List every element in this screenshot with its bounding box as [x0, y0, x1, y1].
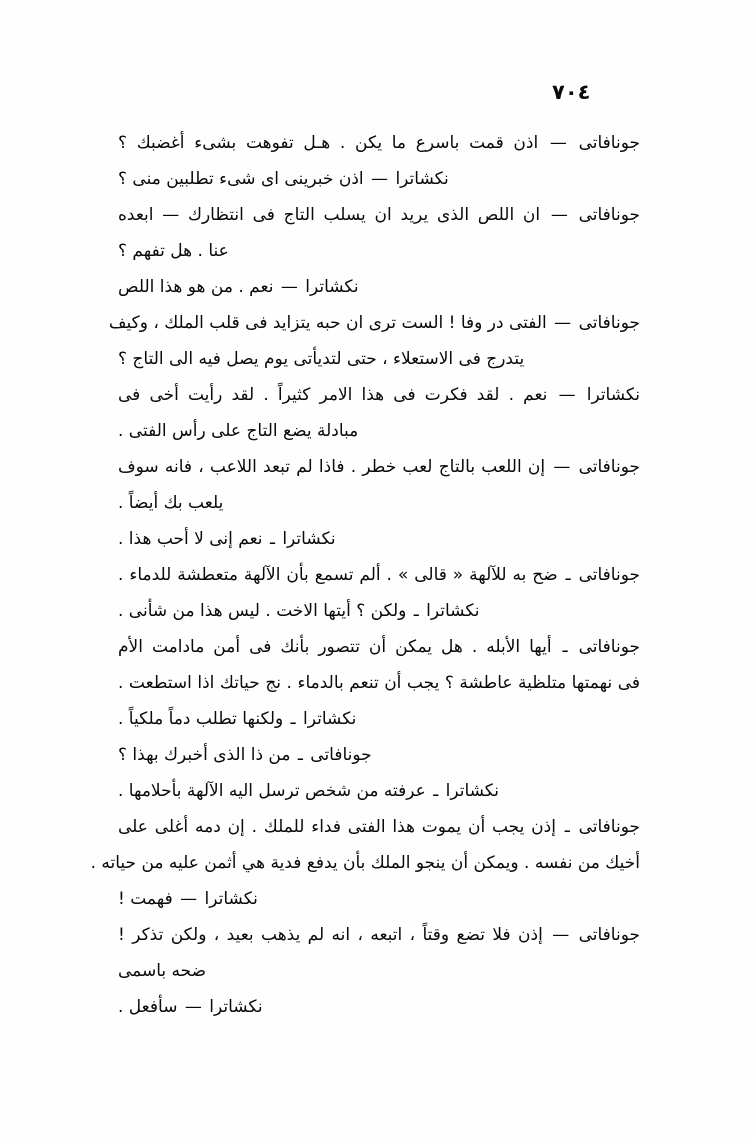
speaker-name: جونافاتى	[578, 925, 640, 945]
line-text: أخيك من نفسه . ويمكن أن ينجو الملك بأن يدفع فدية هي أثمن عليه من حياته .	[90, 853, 640, 873]
text-line	[118, 593, 640, 629]
line-text: فى نهمتها متلظية عاطشة ؟ يجب أن تنعم بالدماء . نج حياتك اذا استطعت .	[118, 673, 640, 693]
line-text: نعم إنى لا أحب هذا .	[118, 529, 263, 549]
dialogue-dash: —	[554, 313, 572, 333]
dialogue-dash: —	[550, 205, 568, 225]
text-line	[118, 737, 640, 773]
text-line	[118, 917, 640, 953]
line-text: إذن يجب أن يموت هذا الفتى فداء للملك . إن دمه أغلى على	[118, 817, 556, 837]
line-text: إذن فلا تضع وقتاً ، اتبعه ، انه لم يذهب بعيد ، ولكن تذكر !	[118, 925, 543, 945]
dialogue-dash: —	[549, 133, 567, 153]
speaker-name: جونافاتى	[578, 565, 641, 585]
line-text: اذن خبرينى اى شىء تطلبين منى ؟	[118, 169, 364, 189]
text-line	[118, 701, 640, 737]
text-line	[118, 557, 640, 593]
line-text: ولكن ؟ أيتها الاخت . ليس هذا من شأنى .	[118, 601, 407, 621]
speaker-name: نكشاترا	[586, 385, 641, 405]
speaker-name: جونافاتى	[578, 817, 640, 837]
dialogue-dash: —	[553, 457, 571, 477]
text-line	[118, 809, 640, 845]
dialogue-dash: —	[280, 277, 298, 297]
dialogue-dash: —	[552, 925, 570, 945]
speaker-name: نكشاترا	[305, 277, 359, 297]
line-text: عنا . هل تفهم ؟	[118, 241, 229, 261]
line-text: أيها الأبله . هل يمكن أن تتصور بأنك فى أمن مادامت الأم	[118, 637, 552, 657]
line-text: سأفعل .	[118, 997, 178, 1017]
line-text: عرفته من شخص ترسل اليه الآلهة بأحلامها .	[118, 781, 426, 801]
line-text: إن اللعب بالتاج لعب خطر . فاذا لم تبعد اللاعب ، فانه سوف	[118, 457, 546, 477]
speaker-name: نكشاترا	[445, 781, 499, 801]
dialogue-dash: ـ	[565, 565, 571, 585]
line-text: مبادلة يضع التاج على رأس الفتى .	[118, 421, 359, 441]
line-text: ان اللص الذى يريد ان يسلب التاج فى انتظارك — ابعده	[118, 205, 541, 225]
text-line	[118, 269, 640, 305]
text-line	[108, 305, 640, 341]
text-line	[118, 125, 640, 161]
line-text: نعم . لقد فكرت فى هذا الامر كثيراً . لقد رأيت أخى فى	[118, 385, 548, 405]
dialogue-dash: ـ	[564, 817, 570, 837]
text-line	[118, 773, 640, 809]
line-text: ولكنها تطلب دماً ملكياً .	[118, 709, 284, 729]
speaker-name: جونافاتى	[578, 313, 640, 333]
text-line	[118, 341, 640, 377]
line-text: ضحه باسمى	[118, 961, 207, 981]
line-text: يتدرج فى الاستعلاء ، حتى لتديأتى يوم يصل فيه الى التاج ؟	[118, 349, 525, 369]
dialogue-dash: —	[371, 169, 389, 189]
line-text: فهمت !	[118, 889, 173, 909]
line-text: يلعب بك أيضاً .	[118, 493, 224, 513]
speaker-name: نكشاترا	[395, 169, 449, 189]
text-line	[118, 989, 640, 1025]
dialogue-dash: —	[558, 385, 576, 405]
speaker-name: نكشاترا	[204, 889, 258, 909]
line-text: من ذا الذى أخبرك بهذا ؟	[118, 745, 291, 765]
dialogue-dash: ـ	[413, 601, 419, 621]
text-line	[118, 881, 640, 917]
text-line	[118, 665, 640, 701]
dialogue-dash: ـ	[290, 709, 296, 729]
dialogue-dash: —	[180, 889, 198, 909]
speaker-name: نكشاترا	[209, 997, 263, 1017]
text-line	[90, 845, 640, 881]
speaker-name: نكشاترا	[426, 601, 480, 621]
dialogue-dash: —	[184, 997, 202, 1017]
text-line	[118, 953, 640, 989]
speaker-name: جونافاتى	[310, 745, 372, 765]
text-line	[118, 449, 640, 485]
text-line	[118, 629, 640, 665]
text-line	[118, 485, 640, 521]
speaker-name: نكشاترا	[303, 709, 357, 729]
line-text: الفتى در وفا ! الست ترى ان حبه يتزايد فى قلب الملك ، وكيف	[108, 313, 547, 333]
text-line	[118, 521, 640, 557]
text-line	[118, 161, 640, 197]
speaker-name: نكشاترا	[282, 529, 336, 549]
text-line	[118, 197, 640, 233]
page-number: ٧٠٤	[552, 80, 591, 104]
dialogue-dash: ـ	[562, 637, 568, 657]
line-text: ضح به للآلهة « قالى » . ألم تسمع بأن الآلهة متعطشة للدماء .	[118, 565, 558, 585]
line-text: اذن قمت باسرع ما يكن . هـل تفوهت بشىء أغضبك ؟	[118, 133, 539, 153]
dialogue-dash: ـ	[269, 529, 275, 549]
text-line	[118, 413, 640, 449]
speaker-name: جونافاتى	[578, 205, 640, 225]
dialogue-dash: ـ	[433, 781, 439, 801]
dialogue-text	[90, 125, 641, 1025]
speaker-name: جونافاتى	[578, 457, 640, 477]
text-line	[118, 233, 640, 269]
speaker-name: جونافاتى	[578, 133, 640, 153]
dialogue-dash: ـ	[297, 745, 303, 765]
speaker-name: جونافاتى	[578, 637, 640, 657]
line-text: نعم . من هو هذا اللص	[118, 277, 274, 297]
text-line	[118, 377, 640, 413]
